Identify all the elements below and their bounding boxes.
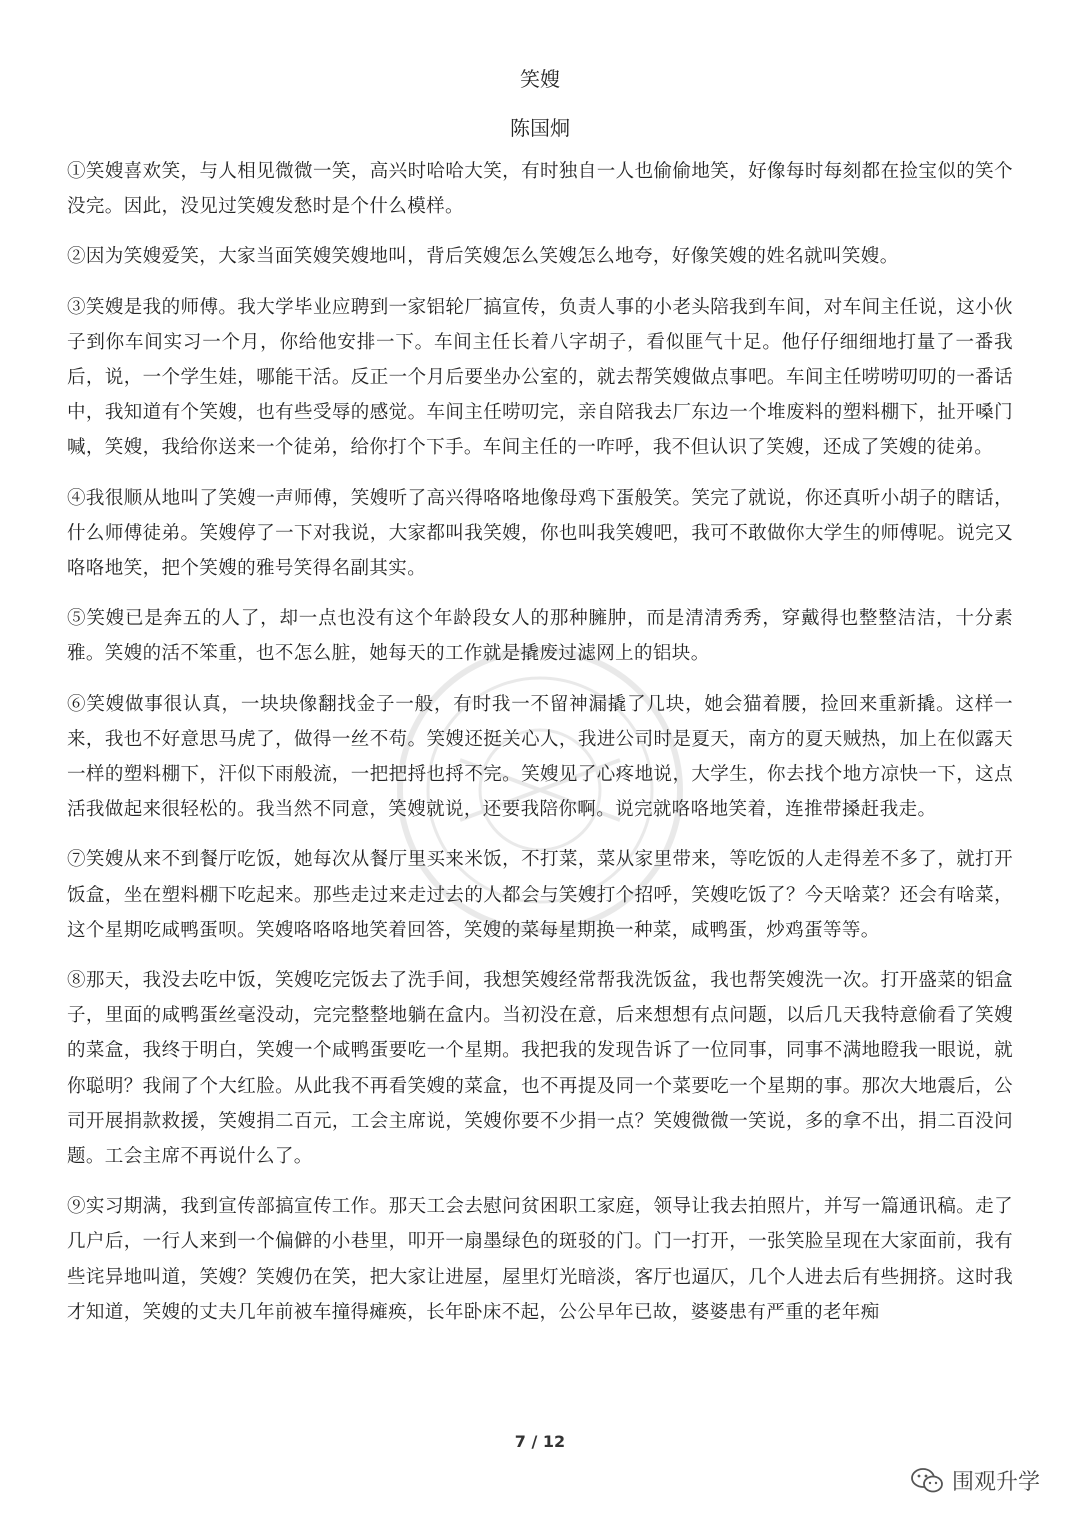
paragraph-5: ⑤笑嫂已是奔五的人了，却一点也没有这个年龄段女人的那种臃肿，而是清清秀秀，穿戴得也整整洁洁，十分素雅。笑嫂的活不笨重，也不怎么脏，她每天的工作就是撬废过滤网上的铝块。 — [67, 608, 1013, 665]
article-author: 陈国炯 — [510, 116, 570, 140]
article-body — [67, 154, 1013, 1345]
page-indicator: 7 / 12 — [514, 1432, 566, 1451]
brand-watermark — [910, 1465, 1040, 1496]
paragraph-3: ③笑嫂是我的师傅。我大学毕业应聘到一家铝轮厂搞宣传，负责人事的小老头陪我到车间，对车间主任说，这小伙子到你车间实习一个月，你给他安排一下。车间主任长着八字胡子，看似匪气十足。他仔仔细细地打量了一番我后，说，一个学生娃，哪能干活。反正一个月后要坐办公室的，就去帮笑嫂做点事吧。车间主任唠唠叨叨的一番话中，我知道有个笑嫂，也有些受辱的感觉。车间主任唠叨完，亲自陪我去厂东边一个堆废料的塑料棚下，扯开嗓门喊，笑嫂，我给你送来一个徒弟，给你打个下手。车间主任的一咋呼，我不但认识了笑嫂，还成了笑嫂的徒弟。 — [67, 296, 1013, 459]
paragraph-1: ①笑嫂喜欢笑，与人相见微微一笑，高兴时哈哈大笑，有时独自一人也偷偷地笑，好像每时每刻都在捡宝似的笑个没完。因此，没见过笑嫂发愁时是个什么模样。 — [67, 161, 1013, 218]
paragraph-2: ②因为笑嫂爱笑，大家当面笑嫂笑嫂地叫，背后笑嫂怎么笑嫂怎么地夸，好像笑嫂的姓名就叫笑嫂。 — [67, 246, 899, 268]
paragraph-6: ⑥笑嫂做事很认真，一块块像翻找金子一般，有时我一不留神漏撬了几块，她会猫着腰，捡回来重新撬。这样一来，我也不好意思马虎了，做得一丝不苟。笑嫂还挺关心人，我进公司时是夏天，南方的夏天贼热，加上在似露天一样的塑料棚下，汗似下雨般流，一把把捋也捋不完。笑嫂见了心疼地说，大学生，你去找个地方凉快一下，这点活我做起来很轻松的。我当然不同意，笑嫂就说，还要我陪你啊。说完就咯咯地笑着，连推带搡赶我走。 — [67, 693, 1013, 821]
wechat-icon — [910, 1466, 944, 1496]
paragraph-4: ④我很顺从地叫了笑嫂一声师傅，笑嫂听了高兴得咯咯地像母鸡下蛋般笑。笑完了就说，你还真听小胡子的瞎话，什么师傅徒弟。笑嫂停了一下对我说，大家都叫我笑嫂，你也叫我笑嫂吧，我可不敢做你大学生的师傅呢。说完又咯咯地笑，把个笑嫂的雅号笑得名副其实。 — [67, 487, 1013, 580]
brand-name: 围观升学 — [951, 1470, 1040, 1495]
article-title: 笑嫂 — [520, 67, 560, 91]
paragraph-8: ⑧那天，我没去吃中饭，笑嫂吃完饭去了洗手间，我想笑嫂经常帮我洗饭盆，我也帮笑嫂洗一次。打开盛菜的铝盒子，里面的咸鸭蛋丝毫没动，完完整整地躺在盒内。当初没在意，后来想想有点问题，以后几天我特意偷看了笑嫂的菜盒，我终于明白，笑嫂一个咸鸭蛋要吃一个星期。我把我的发现告诉了一位同事，同事不满地瞪我一眼说，就你聪明？我闹了个大红脸。从此我不再看笑嫂的菜盒，也不再提及同一个菜要吃一个星期的事。那次大地震后，公司开展捐款救援，笑嫂捐二百元，工会主席说，笑嫂你要不少捐一点？笑嫂微微一笑说，多的拿不出，捐二百没问题。工会主席不再说什么了。 — [67, 970, 1013, 1168]
paragraph-9: ⑨实习期满，我到宣传部搞宣传工作。那天工会去慰问贫困职工家庭，领导让我去拍照片，并写一篇通讯稿。走了几户后，一行人来到一个偏僻的小巷里，叩开一扇墨绿色的斑驳的门。门一打开，一张笑脸呈现在大家面前，我有些诧异地叫道，笑嫂？笑嫂仍在笑，把大家让进屋，屋里灯光暗淡，客厅也逼仄，几个人进去后有些拥挤。这时我才知道，笑嫂的丈夫几年前被车撞得瘫痪，长年卧床不起，公公早年已故，婆婆患有严重的老年痴 — [67, 1196, 1013, 1323]
paragraph-7: ⑦笑嫂从来不到餐厅吃饭，她每次从餐厅里买来米饭，不打菜，菜从家里带来，等吃饭的人走得差不多了，就打开饭盒，坐在塑料棚下吃起来。那些走过来走过去的人都会与笑嫂打个招呼，笑嫂吃饭了？今天啥菜？还会有啥菜，这个星期吃咸鸭蛋呗。笑嫂咯咯咯地笑着回答，笑嫂的菜每星期换一种菜，咸鸭蛋，炒鸡蛋等等。 — [67, 849, 1013, 941]
